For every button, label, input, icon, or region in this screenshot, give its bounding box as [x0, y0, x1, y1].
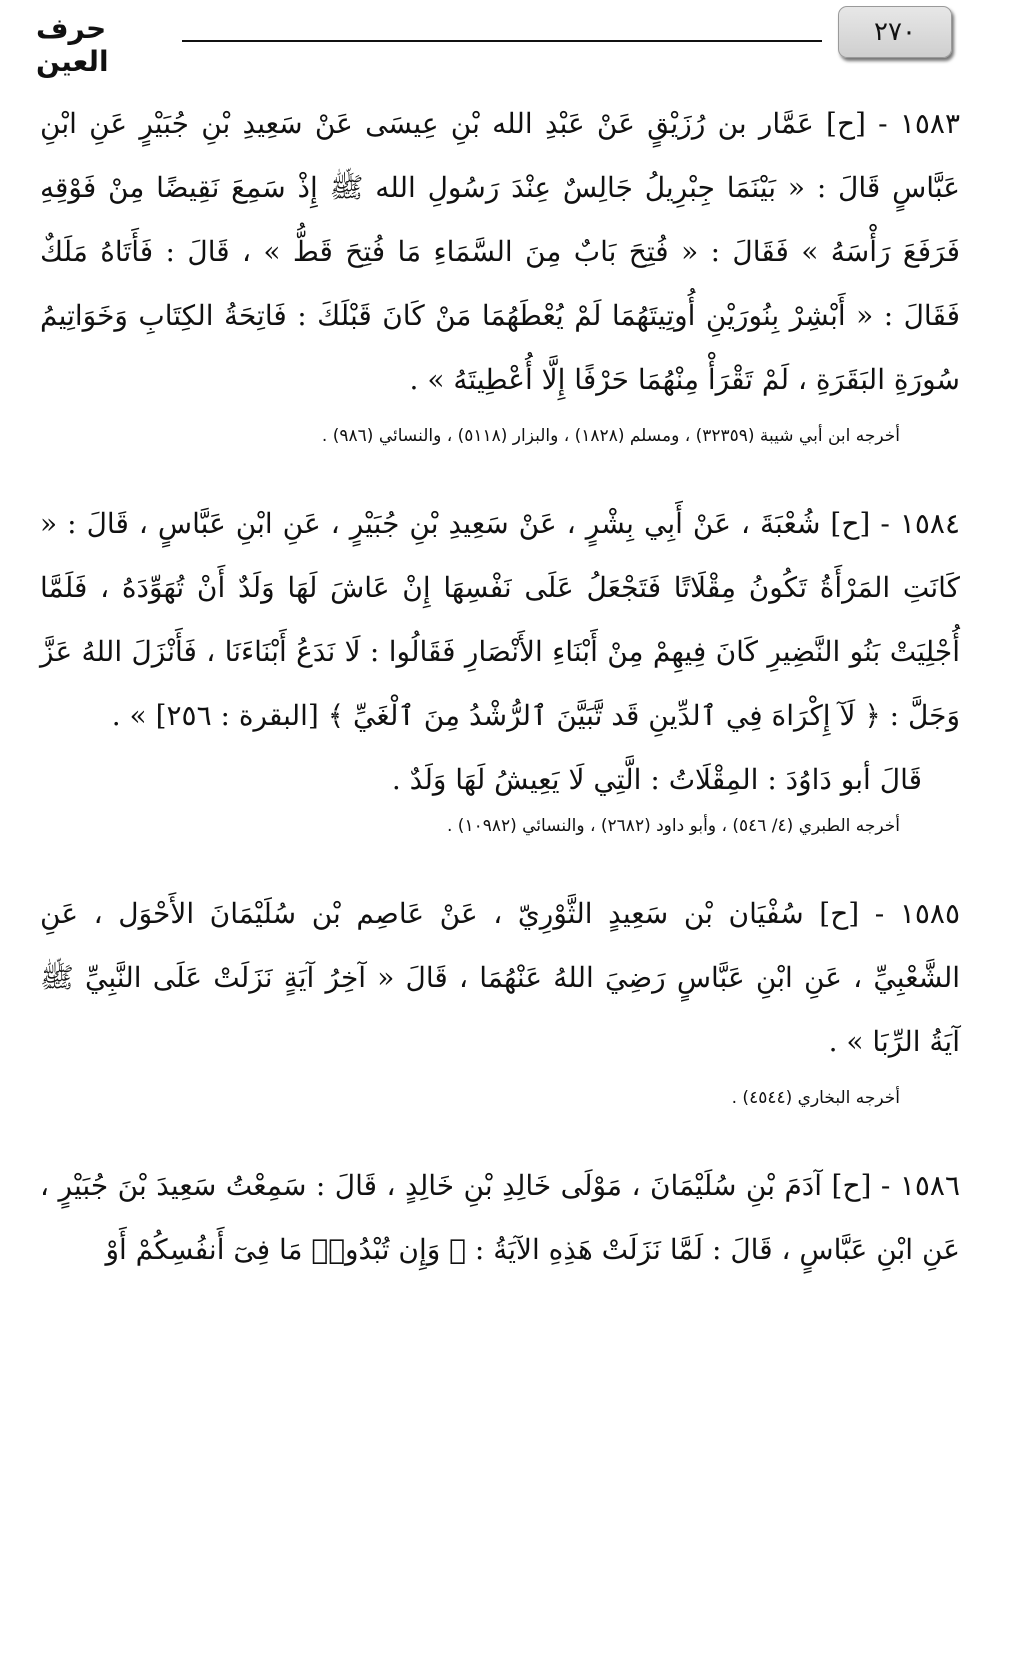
page-content: [40, 92, 960, 1282]
hadith-text: ١٥٨٦ - [ح] آدَمَ بْنِ سُلَيْمَانَ ، مَوْلَى خَالِدِ بْنِ خَالِدٍ ، قَالَ : سَمِعْتُ سَعِيدَ بْنَ جُبَيْرٍ ، عَنِ ابْنِ عَبَّاسٍ ، قَالَ : لَمَّا نَزَلَتْ هَذِهِ الآيَةُ : ﴿ وَإِن تُبْدُوا۟ مَا فِىٓ أَنفُسِكُمْ أَوْ: [40, 1169, 960, 1266]
hadith-entry-1585: [40, 882, 960, 1112]
header-rule: [182, 40, 822, 42]
hadith-footnote: أخرجه الطبري (٤/ ٥٤٦) ، وأبو داود (٢٦٨٢) ، والنسائي (١٠٩٨٢) .: [446, 816, 900, 836]
hadith-text: ١٥٨٤ - [ح] شُعْبَةَ ، عَنْ أَبِي بِشْرٍ ، عَنْ سَعِيدِ بْنِ جُبَيْرٍ ، عَنِ ابْنِ عَبَّاسٍ ، قَالَ : « كَانَتِ المَرْأَةُ تَكُونُ مِقْلَاتًا فَتَجْعَلُ عَلَى نَفْسِهَا إِنْ عَاشَ لَهَا وَلَدٌ أَنْ تُهَوِّدَهُ ، فَلَمَّا أُجْلِيَتْ بَنُو النَّضِيرِ كَانَ فِيهِمْ مِنْ أَبْنَاءِ الأَنْصَارِ فَقَالُوا : لَا نَدَعُ أَبْنَاءَنَا ، فَأَنْزَلَ اللهُ عَزَّ وَجَلَّ : ﴿ لَآ إِكْرَاهَ فِي ٱلدِّينِ قَد تَّبَيَّنَ ٱلرُّشْدُ مِنَ ٱلْغَيِّ ﴾ [البقرة : ٢٥٦] » .: [40, 507, 961, 732]
hadith-footnote: أخرجه البخاري (٤٥٤٤) .: [731, 1088, 900, 1108]
page-header: [0, 0, 1010, 80]
hadith-text: ١٥٨٣ - [ح] عَمَّار بن رُزَيْقٍ عَنْ عَبْدِ الله بْنِ عِيسَى عَنْ سَعِيدِ بْنِ جُبَيْرٍ عَنِ ابْنِ عَبَّاسٍ قَالَ : « بَيْنَمَا جِبْرِيلُ جَالِسٌ عِنْدَ رَسُولِ الله ﷺ إِذْ سَمِعَ نَقِيضًا مِنْ فَوْقِهِ فَرَفَعَ رَأْسَهُ » فَقَالَ : « فُتِحَ بَابٌ مِنَ السَّمَاءِ مَا فُتِحَ قَطُّ » ، قَالَ : فَأَتَاهُ مَلَكٌ فَقَالَ : « أَبْشِرْ بِنُورَيْنِ أُوتِيتَهُمَا لَمْ يُعْطَهُمَا مَنْ كَانَ قَبْلَكَ : فَاتِحَةُ الكِتَابِ وَخَوَاتِيمُ سُورَةِ البَقَرَةِ ، لَمْ تَقْرَأْ مِنْهُمَا حَرْفًا إِلَّا أُعْطِيتَهُ » .: [40, 107, 960, 396]
hadith-entry-1584: [40, 492, 960, 840]
hadith-entry-1586: [40, 1154, 960, 1282]
page-number-badge: [838, 6, 952, 58]
hadith-text: ١٥٨٥ - [ح] سُفْيَان بْن سَعِيدٍ الثَّوْرِيّ ، عَنْ عَاصِم بْن سُلَيْمَانَ الأَحْوَل ، عَنِ الشَّعْبِيِّ ، عَنِ ابْنِ عَبَّاسٍ رَضِيَ اللهُ عَنْهُمَا ، قَالَ « آخِرُ آيَةٍ نَزَلَتْ عَلَى النَّبِيِّ ﷺ آيَةُ الرِّبَا » .: [40, 897, 960, 1058]
hadith-note: قَالَ أبو دَاوُدَ : المِقْلَاتُ : الَّتِي لَا يَعِيشُ لَهَا وَلَدٌ .: [391, 763, 922, 796]
chapter-title: حرف العين: [36, 12, 109, 78]
hadith-footnote: أخرجه ابن أبي شيبة (٣٢٣٥٩) ، ومسلم (١٨٢٨) ، والبزار (٥١١٨) ، والنسائي (٩٨٦) .: [321, 426, 900, 446]
hadith-entry-1583: [40, 92, 960, 450]
page-number: ٢٧٠: [874, 17, 916, 47]
